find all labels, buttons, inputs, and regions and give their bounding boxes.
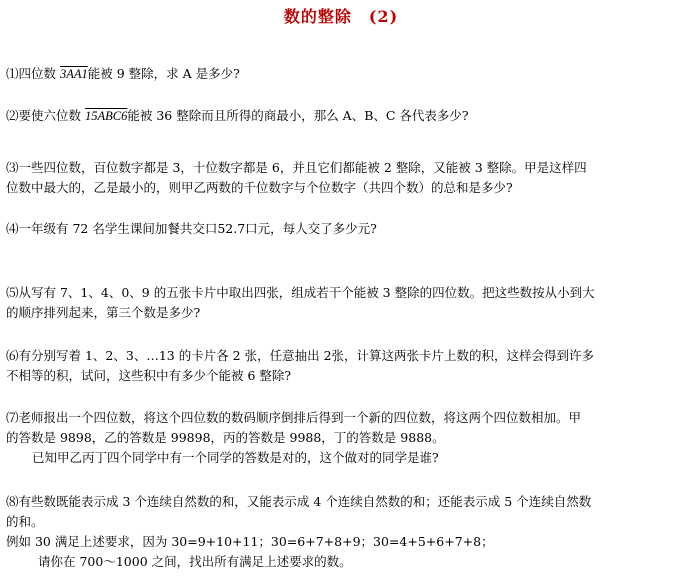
question-7-line-1: ⑺老师报出一个四位数，将这个四位数的数码顺序倒排后得到一个新的四位数，将这两个四位数相加。甲 [6,410,582,425]
question-3-line-2: 位数中最大的，乙是最小的，则甲乙两数的千位数字与个位数字（共四个数）的总和是多少? [6,180,513,195]
question-8-line-2: 的和。 [6,514,44,529]
question-3-line-1: ⑶一些四位数，百位数字都是 3，十位数字都是 6，并且它们都能被 2 整除，又能被 3 整除。甲是这样四 [6,160,587,175]
question-5-line-1: ⑸从写有 7、1、4、0、9 的五张卡片中取出四张，组成若干个能被 3 整除的四位数。把这些数按从小到大 [6,285,595,300]
question-8-line-3: 例如 30 满足上述要求，因为 30=9+10+11；30=6+7+8+9；30=4+5+6+7+8； [6,534,494,549]
question-2-number: 15ABC6 [84,109,128,123]
question-2-text: 能被 36 整除而且所得的商最小，那么 A、B、C 各代表多少? [127,108,469,123]
question-3 [6,158,670,198]
question-7 [6,408,670,468]
question-6 [6,346,670,386]
question-7-line-3: 已知甲乙丙丁四个同学中有一个同学的答数是对的，这个做对的同学是谁? [32,450,439,465]
page-title: 数的整除 (2) [283,7,399,26]
question-6-line-2: 不相等的积，试问，这些积中有多少个能被 6 整除? [6,368,292,383]
question-4-line-1: ⑷一年级有 72 名学生课间加餐共交口52.7口元，每人交了多少元? [6,221,377,236]
question-7-line-2: 的答数是 9898，乙的答数是 99898，丙的答数是 9988，丁的答数是 9888。 [6,430,445,445]
question-1 [6,64,670,84]
question-5-line-2: 的顺序排列起来，第三个数是多少? [6,305,201,320]
question-1-number: 3AA1 [59,67,88,81]
question-2-prefix: ⑵要使六位数 [6,108,85,123]
question-8-line-1: ⑻有些数既能表示成 3 个连续自然数的和，又能表示成 4 个连续自然数的和；还能表示成 5 个连续自然数 [6,494,592,509]
question-6-line-1: ⑹有分别写着 1、2、3、…13 的卡片各 2 张，任意抽出 2张，计算这两张卡片上数的积，这样会得到许多 [6,348,595,363]
question-8-line-4: 请你在 700～1000 之间，找出所有满足上述要求的数。 [38,554,352,569]
question-2 [6,106,670,126]
question-1-prefix: ⑴四位数 [6,66,60,81]
question-8 [6,492,670,572]
question-4 [6,219,670,239]
question-5 [6,283,670,323]
question-1-text: 能被 9 整除，求 A 是多少? [87,66,240,81]
